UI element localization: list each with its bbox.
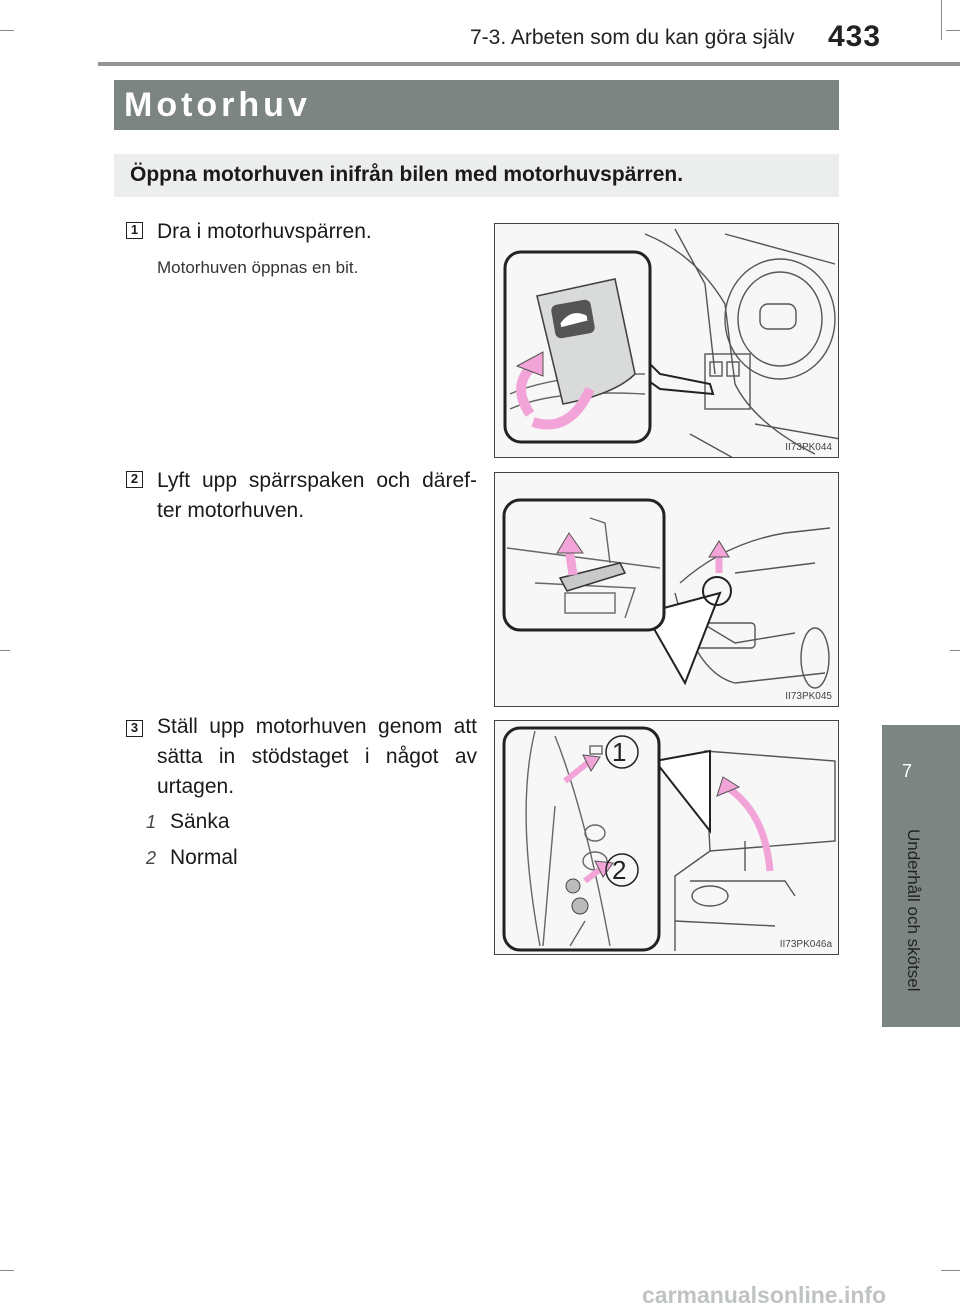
item-number: 1: [146, 812, 157, 832]
crop-mark: [0, 650, 10, 651]
chapter-label: Underhåll och skötsel: [904, 829, 923, 992]
crop-mark: [950, 650, 960, 651]
item-label: Sänka: [170, 810, 230, 833]
item-number: 2: [146, 848, 157, 868]
running-header: 7-3. Arbeten som du kan göra själv: [470, 26, 795, 49]
chapter-number: 7: [901, 761, 912, 781]
crop-mark: [941, 1270, 960, 1271]
figure-code: II73PK045: [785, 691, 832, 702]
figure-code: II73PK046a: [779, 939, 832, 950]
step-3-text: Ställ upp motorhuven genom att sätta in stödstaget i något av urtagen.: [157, 715, 477, 798]
watermark: carmanualsonline.info: [642, 1282, 887, 1308]
figure-hood-release: [494, 223, 839, 458]
figure-code: II73PK044: [785, 442, 832, 453]
callout-2: 2: [612, 855, 627, 885]
crop-mark: [946, 30, 960, 31]
header-rule: [98, 62, 960, 66]
item-label: Normal: [170, 846, 238, 869]
step-number-3: 3: [126, 720, 143, 737]
crop-mark: [941, 0, 942, 40]
subheading: Öppna motorhuven inifrån bilen med motorhuvspärren.: [130, 163, 684, 186]
page-title: Motorhuv: [124, 86, 311, 124]
title-bar: [114, 80, 839, 130]
step-number-2: 2: [126, 471, 143, 488]
list-item: [146, 846, 238, 870]
step-2-text: Lyft upp spärrspaken och däref-ter motorhuven.: [157, 469, 477, 522]
subheading-box: [114, 154, 839, 197]
figure-hood-lever: [494, 472, 839, 707]
list-item: [146, 810, 230, 834]
step-1-text: Dra i motorhuvspärren.: [157, 220, 372, 243]
step-1-note: Motorhuven öppnas en bit.: [157, 258, 359, 277]
step-number-1: 1: [126, 222, 143, 239]
crop-mark: [0, 30, 14, 31]
figure-hood-prop: [494, 720, 839, 955]
page-number: 433: [828, 20, 882, 53]
callout-1: 1: [612, 737, 627, 767]
crop-mark: [0, 1270, 14, 1271]
